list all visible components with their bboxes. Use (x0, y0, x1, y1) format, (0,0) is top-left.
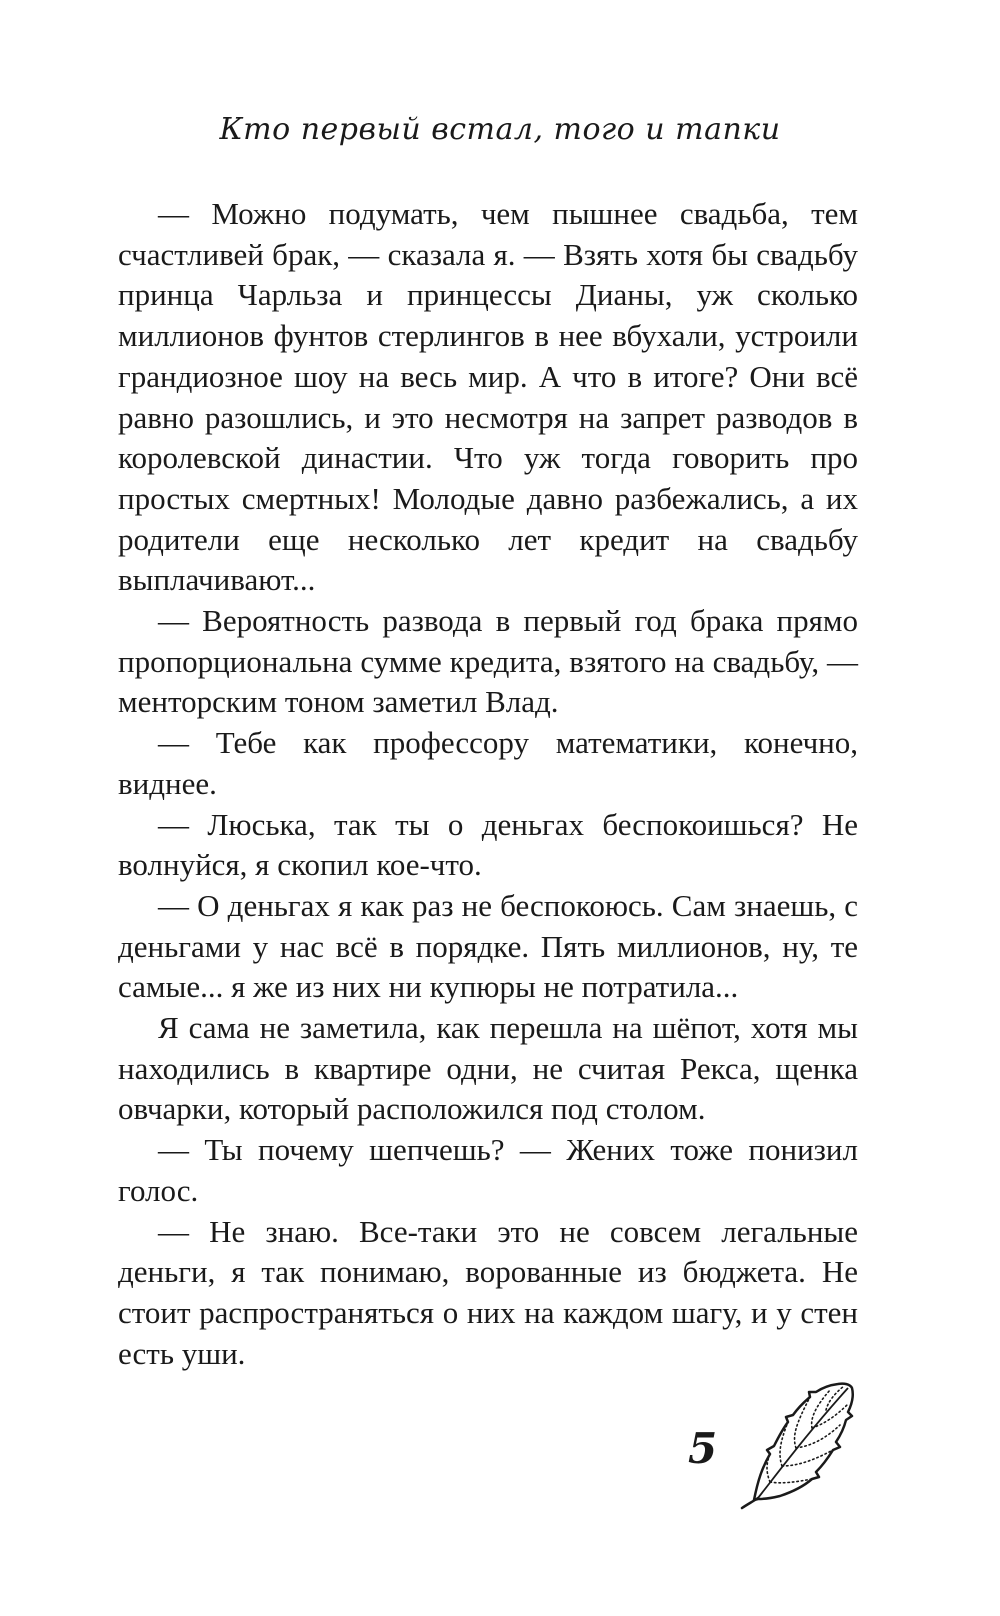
leaf-icon (740, 1380, 860, 1510)
page-number: 5 (688, 1424, 718, 1473)
paragraph: — Ты почему шепчешь? — Жених тоже понизил голос. (118, 1132, 858, 1208)
running-head: Кто первый встал, того и тапки (219, 112, 781, 147)
paragraph: — Тебе как профессору математики, конечно, виднее. (118, 725, 858, 801)
paragraph: Я сама не заметила, как перешла на шёпот, хотя мы находились в квартире одни, не считая Рекса, щенка овчарки, который расположился под столом. (118, 1010, 858, 1127)
paragraph: — Вероятность развода в первый год брака прямо пропорциональна сумме кредита, взятого на свадьбу, — менторским тоном заметил Влад. (118, 603, 858, 720)
paragraph: — О деньгах я как раз не беспокоюсь. Сам знаешь, с деньгами у нас всё в порядке. Пять миллионов, ну, те самые... я же из них ни купюры не потратила... (118, 887, 858, 1005)
paragraph: — Не знаю. Все-таки это не совсем легальные деньги, я так понимаю, ворованные из бюджета. Не стоит распространяться о них на каждом шагу, и у стен есть уши. (118, 1213, 858, 1371)
body-text (118, 194, 858, 1374)
paragraph: — Люська, так ты о деньгах беспокоишься? Не волнуйся, я скопил кое-что. (118, 806, 858, 883)
paragraph: — Можно подумать, чем пышнее свадьба, тем счастливей брак, — сказала я. — Взять хотя бы свадьбу принца Чарльза и принцессы Дианы, уж сколько миллионов фунтов стерлингов в нее вбухали, устроили грандиозное шоу на весь мир. А что в итоге? Они всё равно разошлись, и это несмотря на запрет разводов в королевской династии. Что уж тогда говорить про простых смертных! Молодые давно разбежались, а их родители еще несколько лет кредит на свадьбу выплачивают... (118, 196, 858, 598)
